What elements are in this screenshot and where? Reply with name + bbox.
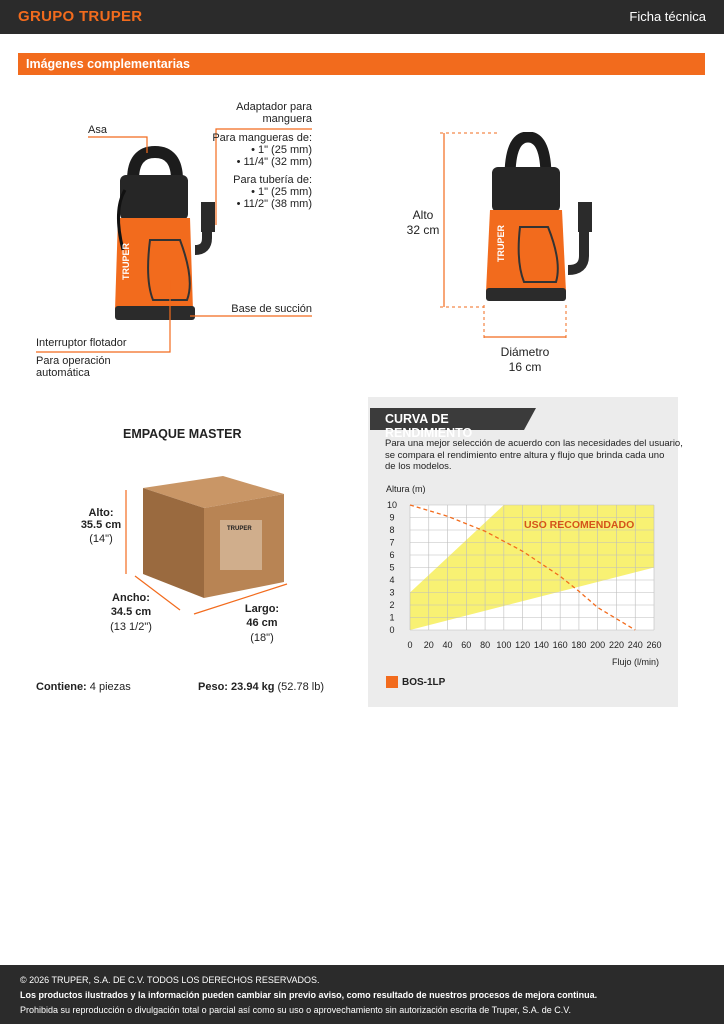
weight-label: Peso:	[198, 681, 228, 693]
title-bar-slant-shape	[524, 408, 536, 430]
y-tick-label: 0	[389, 625, 395, 635]
contains-value: 4 piezas	[89, 681, 131, 693]
label-float-desc-1: Para operación	[36, 355, 111, 367]
pump-brand-label: TRUPER	[121, 242, 131, 280]
title-bar-slant	[524, 408, 536, 430]
box-largo-in: (18")	[250, 632, 274, 644]
footer-copyright: © 2026 TRUPER, S.A. DE C.V. TODOS LOS DERECHOS RESERVADOS.	[20, 975, 320, 985]
label-pipe-2: • 11/2" (38 mm)	[236, 198, 312, 210]
label-pipe-heading: Para tubería de:	[233, 174, 312, 186]
performance-desc-3: de los modelos.	[385, 461, 452, 472]
label-base: Base de succión	[231, 303, 312, 315]
box-alto-label: Alto:	[88, 507, 114, 519]
y-tick-label: 8	[389, 525, 395, 535]
label-adapter-title-1: Adaptador para	[236, 101, 312, 113]
label-pipe-1: • 1" (25 mm)	[251, 186, 312, 198]
box-alto-in: (14")	[89, 533, 113, 545]
weight-lb: (52.78 lb)	[277, 681, 324, 693]
x-tick-label: 180	[571, 640, 587, 650]
y-tick-label: 2	[389, 600, 395, 610]
document-type: Ficha técnica	[629, 9, 706, 24]
y-tick-label: 10	[386, 500, 398, 510]
x-tick-label: 60	[461, 640, 472, 650]
label-hose-1: • 1" (25 mm)	[251, 144, 312, 156]
height-label: Alto	[412, 208, 434, 222]
weight-row	[198, 681, 324, 693]
height-value: 32 cm	[406, 223, 440, 237]
label-asa: Asa	[88, 124, 107, 136]
dimension-lines	[0, 0, 724, 400]
diameter-label: Diámetro	[500, 345, 550, 359]
y-tick-label: 5	[389, 562, 395, 573]
y-tick-label: 3	[389, 587, 395, 598]
x-tick-label: 140	[533, 640, 549, 650]
label-hose-heading: Para mangueras de:	[212, 132, 312, 144]
legend-swatch	[386, 676, 398, 688]
box-largo-cm: 46 cm	[246, 617, 278, 629]
footer	[0, 965, 724, 1024]
performance-desc-1: Para una mejor selección de acuerdo con las necesidades del usuario,	[385, 438, 683, 449]
diameter-value: 16 cm	[508, 360, 542, 374]
performance-desc-2: se compara el rendimiento entre altura y flujo que brinda cada uno	[385, 449, 665, 461]
box-ancho-label: Ancho:	[112, 592, 150, 604]
label-adapter-title-2: manguera	[262, 113, 312, 125]
footer-prohibition: Prohibida su reproducción o divulgación total o parcial así como su uso o aprovechamiento sin autorización escrita de Truper, S.A. de C.V.	[20, 1005, 571, 1015]
legend-label: BOS-1LP	[402, 677, 446, 688]
x-tick-label: 120	[515, 640, 531, 650]
performance-title-bar	[370, 408, 524, 440]
x-tick-label: 0	[407, 640, 413, 650]
y-tick-label: 6	[389, 550, 395, 560]
box-brand-label: TRUPER	[227, 526, 252, 532]
x-tick-label: 200	[590, 640, 606, 650]
y-tick-label: 7	[389, 537, 395, 548]
pump2-brand-label: TRUPER	[496, 224, 506, 262]
footer-notice: Los productos ilustrados y la información pueden cambiar sin previo aviso, como resultado de nuestros procesos de mejora continua.	[20, 990, 598, 1000]
box-alto-cm: 35.5 cm	[80, 519, 122, 531]
label-hose-2: • 11/4" (32 mm)	[236, 156, 312, 168]
master-pack-title: EMPAQUE MASTER	[123, 427, 242, 441]
x-tick-label: 220	[608, 640, 624, 650]
box-ancho-in: (13 1/2")	[110, 621, 152, 633]
x-tick-label: 100	[496, 640, 512, 650]
brand-logo: GRUPO TRUPER	[18, 8, 143, 25]
box-ancho-cm: 34.5 cm	[110, 606, 152, 618]
performance-chart	[368, 480, 678, 690]
x-tick-label: 260	[646, 640, 662, 650]
x-tick-label: 40	[442, 640, 453, 650]
x-tick-label: 160	[552, 640, 568, 650]
y-tick-label: 9	[389, 512, 395, 523]
section-title: Imágenes complementarias	[26, 57, 190, 71]
y-tick-label: 1	[389, 612, 395, 623]
label-float-desc-2: automática	[36, 367, 90, 379]
recommended-label: USO RECOMENDADO	[524, 519, 635, 531]
x-tick-label: 20	[423, 640, 434, 650]
performance-title: CURVA DE RENDIMIENTO	[385, 412, 473, 440]
x-tick-label: 80	[480, 640, 491, 650]
y-tick-label: 4	[389, 575, 395, 585]
contains-label: Contiene:	[36, 681, 87, 693]
x-axis-label: Flujo (l/min)	[611, 657, 659, 667]
x-tick-label: 240	[627, 640, 643, 650]
y-axis-label: Altura (m)	[386, 484, 426, 494]
box-largo-label: Largo:	[244, 603, 280, 615]
contains-row	[36, 681, 131, 693]
label-float-title: Interruptor flotador	[36, 337, 127, 349]
weight-value: 23.94 kg	[231, 681, 275, 693]
